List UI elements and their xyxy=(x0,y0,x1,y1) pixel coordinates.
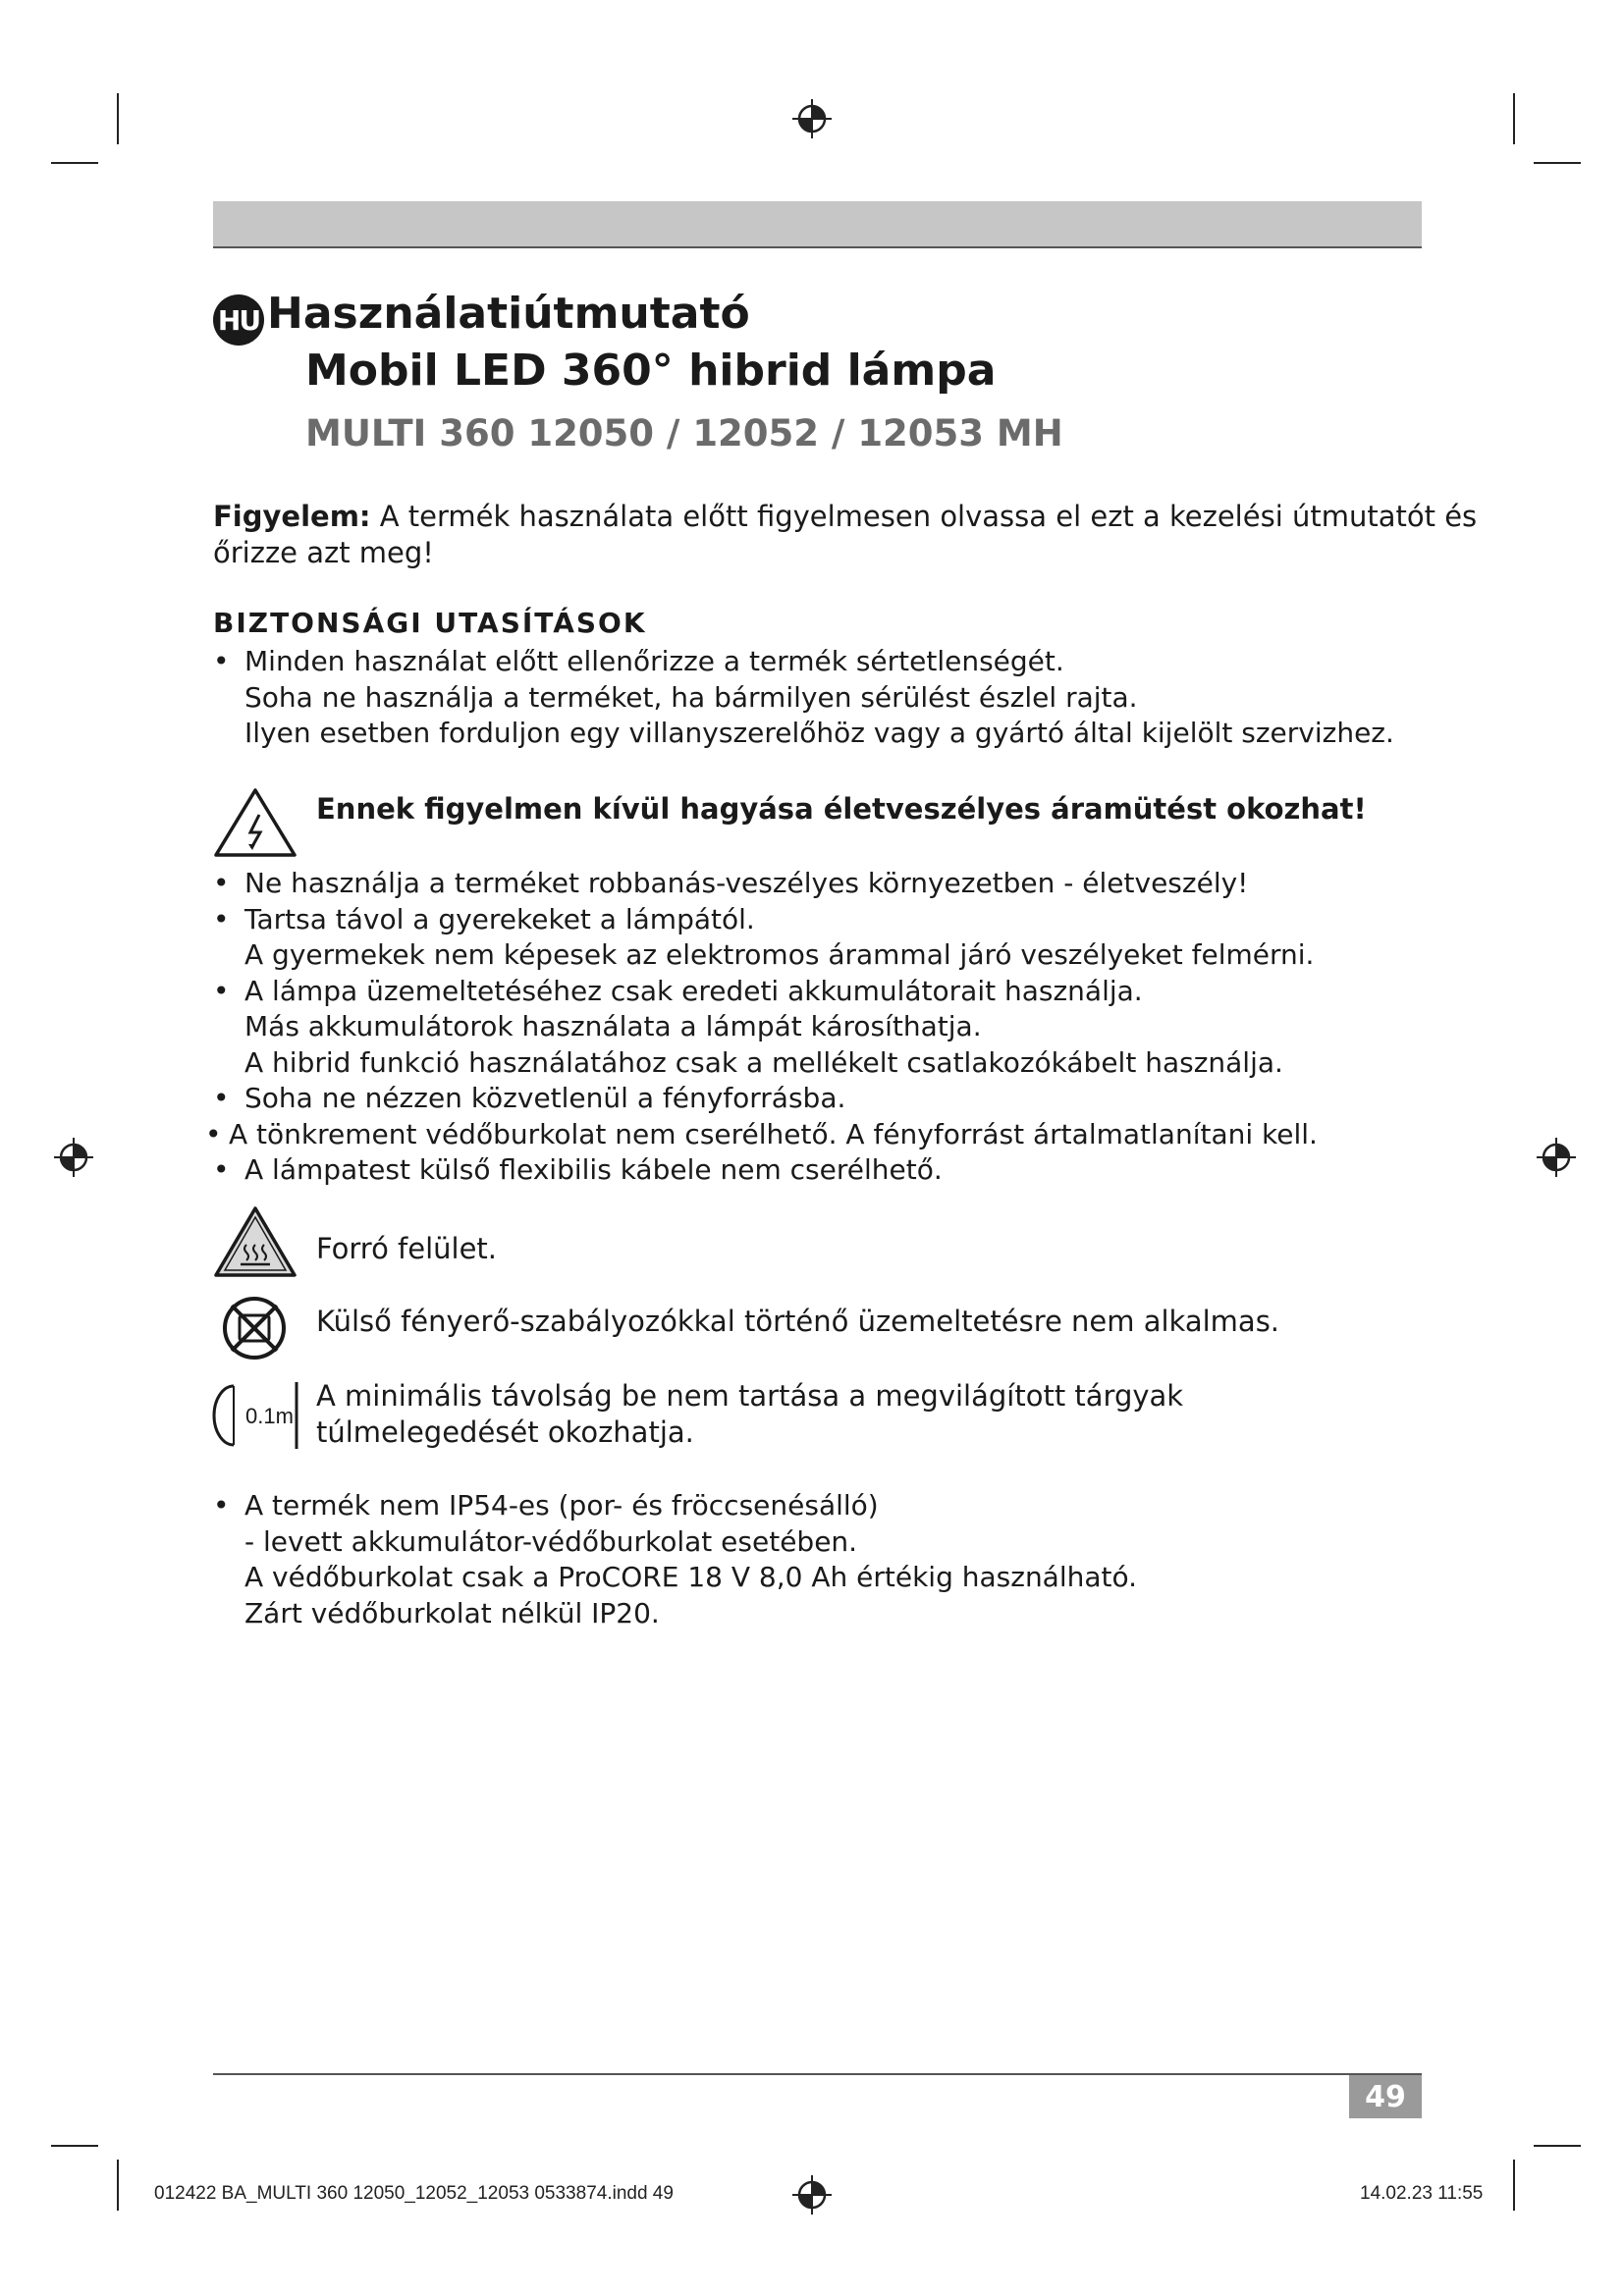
crop-mark xyxy=(117,93,119,144)
footer-rule xyxy=(213,2073,1422,2075)
list-item-text: Soha ne nézzen közvetlenül a fényforrásba. xyxy=(244,1082,846,1114)
list-item-text: A védőburkolat csak a ProCORE 18 V 8,0 Ah értékig használható. xyxy=(244,1561,1138,1593)
bullet-dot: • xyxy=(213,974,230,1007)
crop-mark xyxy=(1534,162,1581,164)
crop-mark xyxy=(117,2160,119,2211)
page-number: 49 xyxy=(1349,2075,1422,2118)
intro-paragraph xyxy=(213,499,1478,571)
list-item xyxy=(213,1488,1431,1524)
crop-mark xyxy=(1534,2145,1581,2147)
list-item-text: A tönkrement védőburkolat nem cserélhető. A fényforrást ártalmatlanítani kell. xyxy=(229,1117,1318,1150)
bullet-dot: • xyxy=(213,1489,230,1522)
list-item-text: - levett akkumulátor-védőburkolat esetében. xyxy=(244,1524,858,1558)
crop-mark xyxy=(1513,2160,1515,2211)
intro-text-2: őrizze azt meg! xyxy=(213,536,434,569)
list-item-text: A lámpa üzemeltetéséhez csak eredeti akkumulátorait használja. xyxy=(244,974,1143,1007)
distance-label: 0.1m xyxy=(245,1404,294,1428)
distance-text xyxy=(316,1378,1183,1451)
warning-text: Ennek figyelmen kívül hagyása életveszélyes áramütést okozhat! xyxy=(316,792,1367,826)
product-name: Mobil LED 360° hibrid lámpa xyxy=(305,346,997,396)
list-item-text: A gyermekek nem képesek az elektromos árammal járó veszélyeket felmérni. xyxy=(244,938,1315,971)
section-heading: BIZTONSÁGI UTASÍTÁSOK xyxy=(213,607,647,639)
crop-mark xyxy=(51,162,98,164)
registration-mark-icon xyxy=(1537,1138,1576,1177)
intro-text: A termék használata előtt figyelmesen olvassa el ezt a kezelési útmutatót és xyxy=(370,500,1478,533)
footer-date: 14.02.23 11:55 xyxy=(1360,2183,1484,2204)
electric-shock-warning-icon xyxy=(213,787,298,858)
list-item xyxy=(213,974,1431,1010)
list-item xyxy=(213,1081,1431,1117)
list-item-text: Más akkumulátorok használata a lámpát károsíthatja. xyxy=(244,1010,982,1042)
list-item-text: Zárt védőburkolat nélkül IP20. xyxy=(244,1596,660,1629)
bullet-list-2 xyxy=(205,866,1431,1189)
registration-mark-icon xyxy=(792,2175,832,2215)
list-item xyxy=(213,902,1431,938)
distance-text-line-1: A minimális távolság be nem tartása a megvilágított tárgyak xyxy=(316,1379,1184,1413)
hot-surface-text: Forró felület. xyxy=(316,1232,498,1265)
list-item-text: Ilyen esetben forduljon egy villanyszerelőhöz vagy a gyártó által kijelölt szervizhez. xyxy=(244,717,1394,749)
bullet-list-3 xyxy=(213,1488,1431,1631)
bullet-dot: • xyxy=(213,902,230,935)
no-dimmer-icon xyxy=(220,1294,289,1362)
registration-mark-icon xyxy=(792,99,832,138)
hot-surface-icon xyxy=(213,1205,298,1278)
list-item xyxy=(213,1152,1431,1189)
list-item xyxy=(205,1117,1431,1153)
list-item-text: Minden használat előtt ellenőrizze a termék sértetlenségét. xyxy=(244,645,1064,677)
list-item-text: Tartsa távol a gyerekeket a lámpától. xyxy=(244,902,755,935)
list-item xyxy=(213,866,1431,902)
model-number: MULTI 360 12050 / 12052 / 12053 MH xyxy=(305,412,1063,454)
bullet-dot: • xyxy=(213,1153,230,1186)
list-item-text: Ne használja a terméket robbanás-veszélyes környezetben - életveszély! xyxy=(244,867,1249,899)
no-dimmer-text: Külső fényerő-szabályozókkal történő üzemeltetésre nem alkalmas. xyxy=(316,1305,1280,1338)
intro-label: Figyelem: xyxy=(213,500,371,533)
crop-mark xyxy=(51,2145,98,2147)
list-item-text: A termék nem IP54-es (por- és fröccsenésálló) xyxy=(244,1489,879,1522)
list-item-text: Soha ne használja a terméket, ha bármilyen sérülést észlel rajta. xyxy=(244,680,1138,714)
bullet-dot: • xyxy=(205,1117,222,1150)
list-item xyxy=(213,644,1431,680)
language-badge: HU xyxy=(213,294,264,346)
distance-text-line-2: túlmelegedését okozhatja. xyxy=(316,1415,694,1449)
bullet-dot: • xyxy=(213,645,230,677)
footer-filename: 012422 BA_MULTI 360 12050_12052_12053 0533874.indd 49 xyxy=(154,2183,674,2204)
page-title: Használatiútmutató xyxy=(267,289,750,339)
bullet-dot: • xyxy=(213,1082,230,1114)
registration-mark-icon xyxy=(54,1138,93,1177)
bullet-list-1 xyxy=(213,644,1431,752)
list-item-text: A lámpatest külső flexibilis kábele nem cserélhető. xyxy=(244,1153,943,1186)
bullet-dot: • xyxy=(213,867,230,899)
list-item-text: A hibrid funkció használatához csak a mellékelt csatlakozókábelt használja. xyxy=(244,1045,1283,1079)
header-bar xyxy=(213,201,1422,248)
crop-mark xyxy=(1513,93,1515,144)
